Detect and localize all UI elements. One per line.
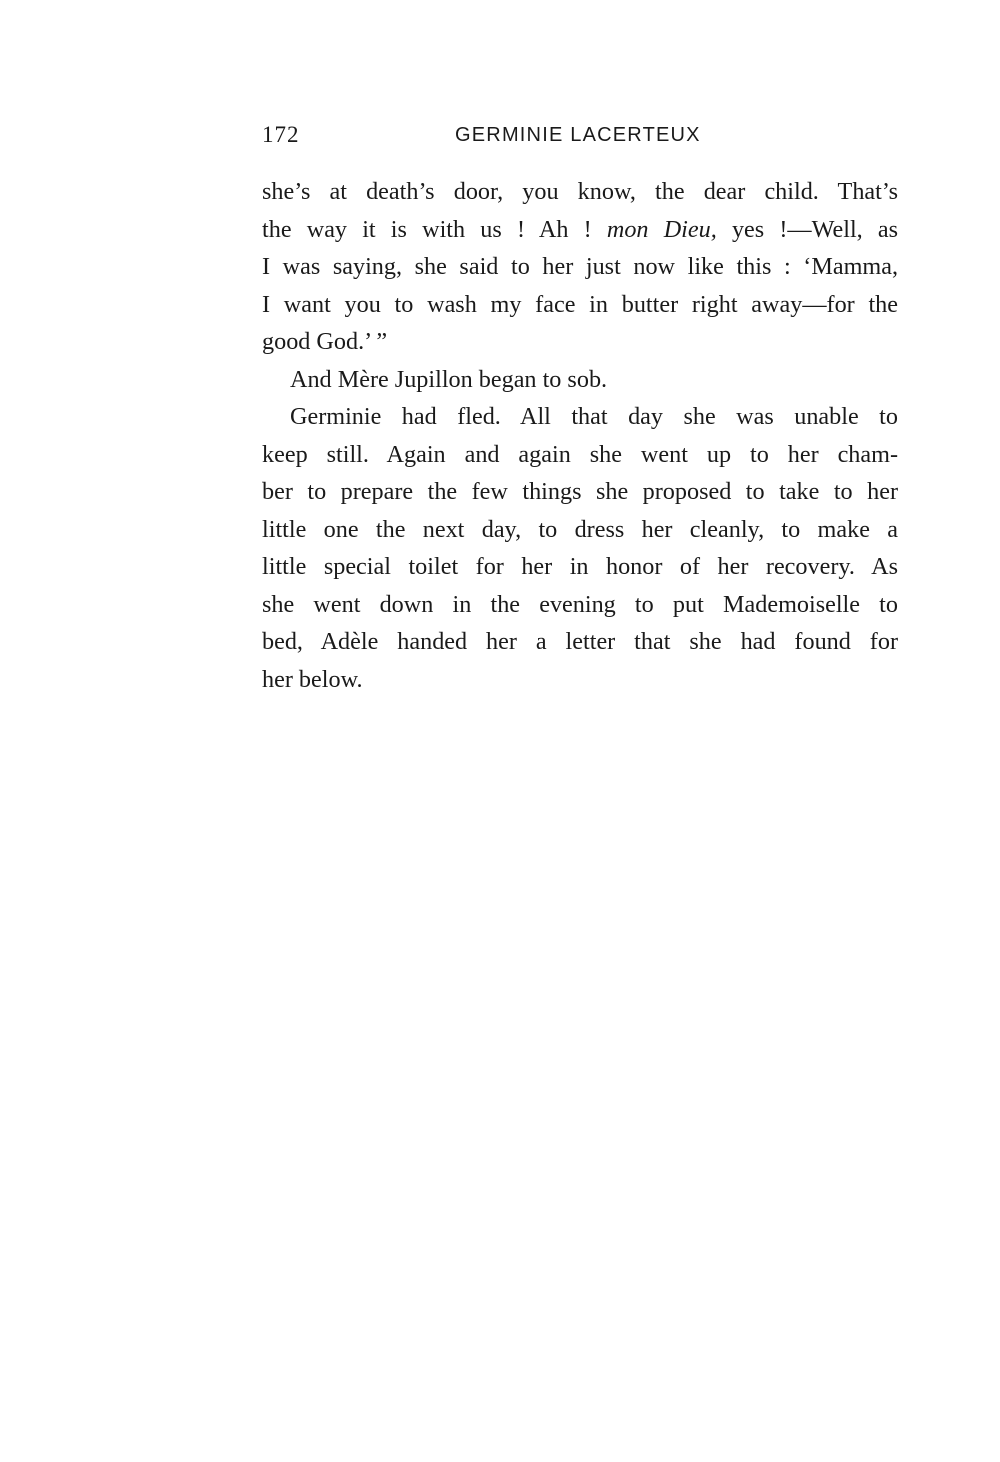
running-head: GERMINIE LACERTEUX [455,124,701,146]
text-line: little special toilet for her in honor of her recovery. As [262,553,898,580]
text-line: bed, Adèle handed her a letter that she had found for [262,628,898,655]
text-fragment: yes !—Well, as [716,215,899,243]
text-line: keep still. Again and again she went up to her cham- [262,440,898,468]
page-number: 172 [262,122,300,147]
italic-phrase: mon Dieu, [606,215,717,243]
text-line: I was saying, she said to her just now like this : ‘Mamma, [262,253,898,280]
text-line: good God.’ ” [262,328,388,355]
text-line: I want you to wash my face in butter right away—for the [262,290,898,318]
text-line: Germinie had fled. All that day she was unable to [290,403,898,430]
text-line [262,211,898,249]
text-line: her below. [262,665,363,693]
body-text [262,173,898,698]
text-line: she’s at death’s door, you know, the dear child. That’s [262,178,898,205]
page-header [262,122,898,156]
text-line: she went down in the evening to put Mademoiselle to [262,590,898,618]
text-line: little one the next day, to dress her cleanly, to make a [262,515,898,543]
text-line: And Mère Jupillon began to sob. [290,365,608,393]
text-line: ber to prepare the few things she proposed to take to her [262,478,898,505]
text-fragment: the way it is with us ! Ah ! [262,215,592,243]
